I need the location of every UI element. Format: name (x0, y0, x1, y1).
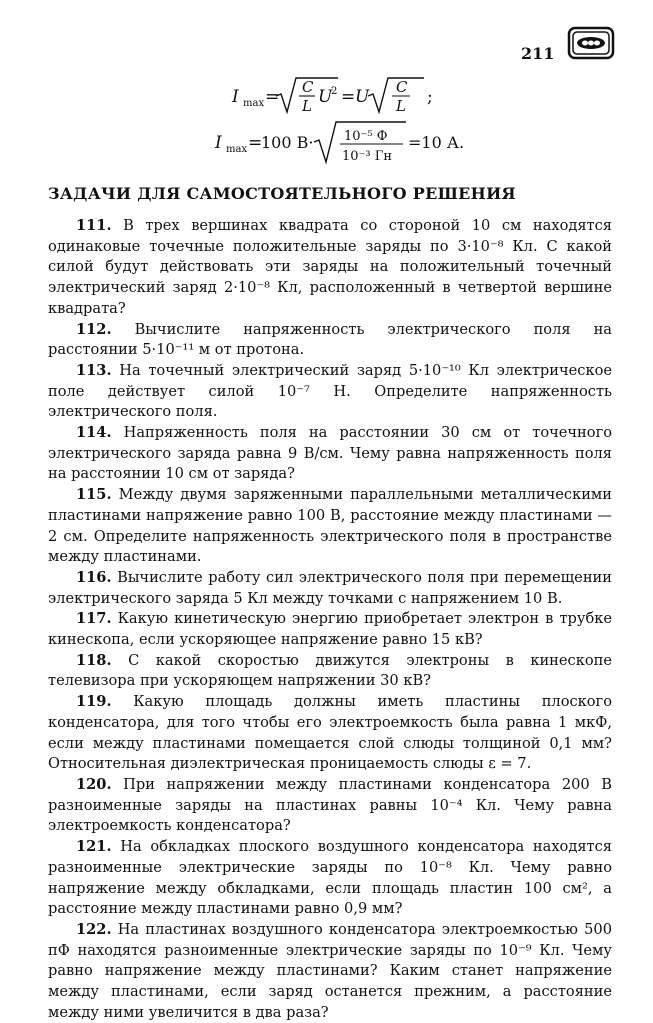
problem-number: 111. (76, 217, 112, 234)
formula-block (0, 74, 653, 174)
f1-den-l: L (302, 97, 312, 115)
f1-num-c: C (302, 78, 314, 96)
problem-number: 118. (76, 651, 112, 669)
problem-117 (48, 609, 612, 650)
problem-115 (48, 485, 612, 568)
problem-118 (48, 651, 612, 692)
problem-113 (48, 361, 612, 423)
f2-lhs-sub: max (226, 144, 248, 155)
problem-120 (48, 775, 612, 837)
f1-tail: ; (427, 87, 433, 107)
f2-result: =10 А. (408, 133, 465, 152)
problem-number: 117. (76, 610, 112, 628)
problem-text: На точечный электрический заряд 5·10⁻¹⁰ Кл электрическое поле действует силой 10⁻⁷ Н. Определите напряженность электрического поля. (48, 361, 612, 421)
problem-121 (48, 837, 612, 920)
problem-text: На пластинах воздушного конденсатора электроемкостью 500 пФ находятся разноименные электрические заряды по 10⁻⁹ Кл. Чему равно напряжение между пластинами? Каким станет напряжение между пластинами, если заряд останется прежним, а расстояние между ними увеличится в два раза? (48, 920, 612, 1021)
problem-119 (48, 692, 612, 775)
f2-num: 10⁻⁵ Ф (344, 129, 388, 144)
f1-u: U (318, 87, 333, 107)
problem-number: 113. (76, 361, 112, 379)
problem-number: 119. (76, 693, 112, 711)
f1-u2: U (355, 87, 370, 107)
book-logo-icon (567, 26, 615, 60)
f2-den: 10⁻³ Гн (342, 149, 393, 164)
problem-text: Между двумя заряженными параллельными металлическими пластинами напряжение равно 100 В, расстояние между пластинами — 2 см. Определите напряженность электрического поля в пространстве между пластинами. (48, 486, 612, 566)
f1-eq2: = (341, 87, 356, 107)
problem-number: 115. (76, 486, 112, 504)
problem-text: В трех вершинах квадрата со стороной 10 см находятся одинаковые точечные положительные заряды по 3·10⁻⁸ Кл. С какой силой будут действовать эти заряды на положительный точечный электрический заряд 2·10⁻⁸ Кл, расположенный в четвертой вершине квадрата? (48, 217, 612, 317)
problem-114 (48, 423, 612, 485)
problem-number: 112. (76, 320, 112, 338)
section-heading: ЗАДАЧИ ДЛЯ САМОСТОЯТЕЛЬНОГО РЕШЕНИЯ (48, 184, 516, 203)
f1-eq: = (265, 87, 280, 107)
formula-1 (231, 78, 433, 115)
problem-text: На обкладках плоского воздушного конденсатора находятся разноименные электрические заряды по 10⁻⁸ Кл. Чему равно напряжение между обкладками, если площадь пластин 100 см², а расстояние между пластинами равно 0,9 мм? (48, 838, 612, 918)
f2-value: 100 В· (261, 133, 314, 152)
problem-text: Какую кинетическую энергию приобретает электрон в трубке кинескопа, если ускоряющее напряжение равно 15 кВ? (48, 610, 613, 649)
problem-text: Вычислите работу сил электрического поля при перемещении электрического заряда 5 Кл между точками с напряжением 10 В. (48, 568, 612, 607)
problem-text: С какой скоростью движутся электроны в кинескопе телевизора при ускоряющем напряжении 30 кВ? (48, 651, 612, 690)
problem-number: 116. (76, 568, 112, 586)
problem-number: 120. (76, 775, 112, 793)
problem-116 (48, 568, 612, 609)
f1-lhs-sub: max (243, 98, 265, 109)
problem-number: 121. (76, 838, 112, 856)
formula-2 (214, 122, 464, 164)
f2-lhs: I (215, 133, 222, 153)
f1-lhs: I (232, 87, 239, 107)
f1-sq: 2 (331, 86, 338, 97)
problem-text: Вычислите напряженность электрического поля на расстоянии 5·10⁻¹¹ м от протона. (48, 320, 612, 359)
problem-112 (48, 320, 612, 361)
problem-text: Напряженность поля на расстоянии 30 см от точечного электрического заряда равна 9 В/см. Чему равна напряженность поля на расстоянии 10 см от заряда? (48, 424, 613, 483)
f1-den-l2: L (396, 97, 406, 115)
f2-eq: = (248, 133, 263, 153)
problem-list (48, 216, 612, 1023)
problem-text: При напряжении между пластинами конденсатора 200 В разноименные заряды на пластинах равны 10⁻⁴ Кл. Чему равна электроемкость конденсатора? (48, 775, 613, 835)
page-number: 211 (521, 44, 555, 63)
f1-num-c2: C (396, 78, 408, 96)
problem-number: 114. (76, 424, 112, 442)
problem-text: Какую площадь должны иметь пластины плоского конденсатора, для того чтобы его электроемкость была равна 1 мкФ, если между пластинами помещается слой слюды толщиной 0,1 мм? Относительная диэлектрическая проницаемость слюды ε = 7. (48, 693, 612, 773)
problem-111 (48, 216, 612, 320)
problem-number: 122. (76, 920, 112, 938)
problem-122 (48, 920, 612, 1023)
